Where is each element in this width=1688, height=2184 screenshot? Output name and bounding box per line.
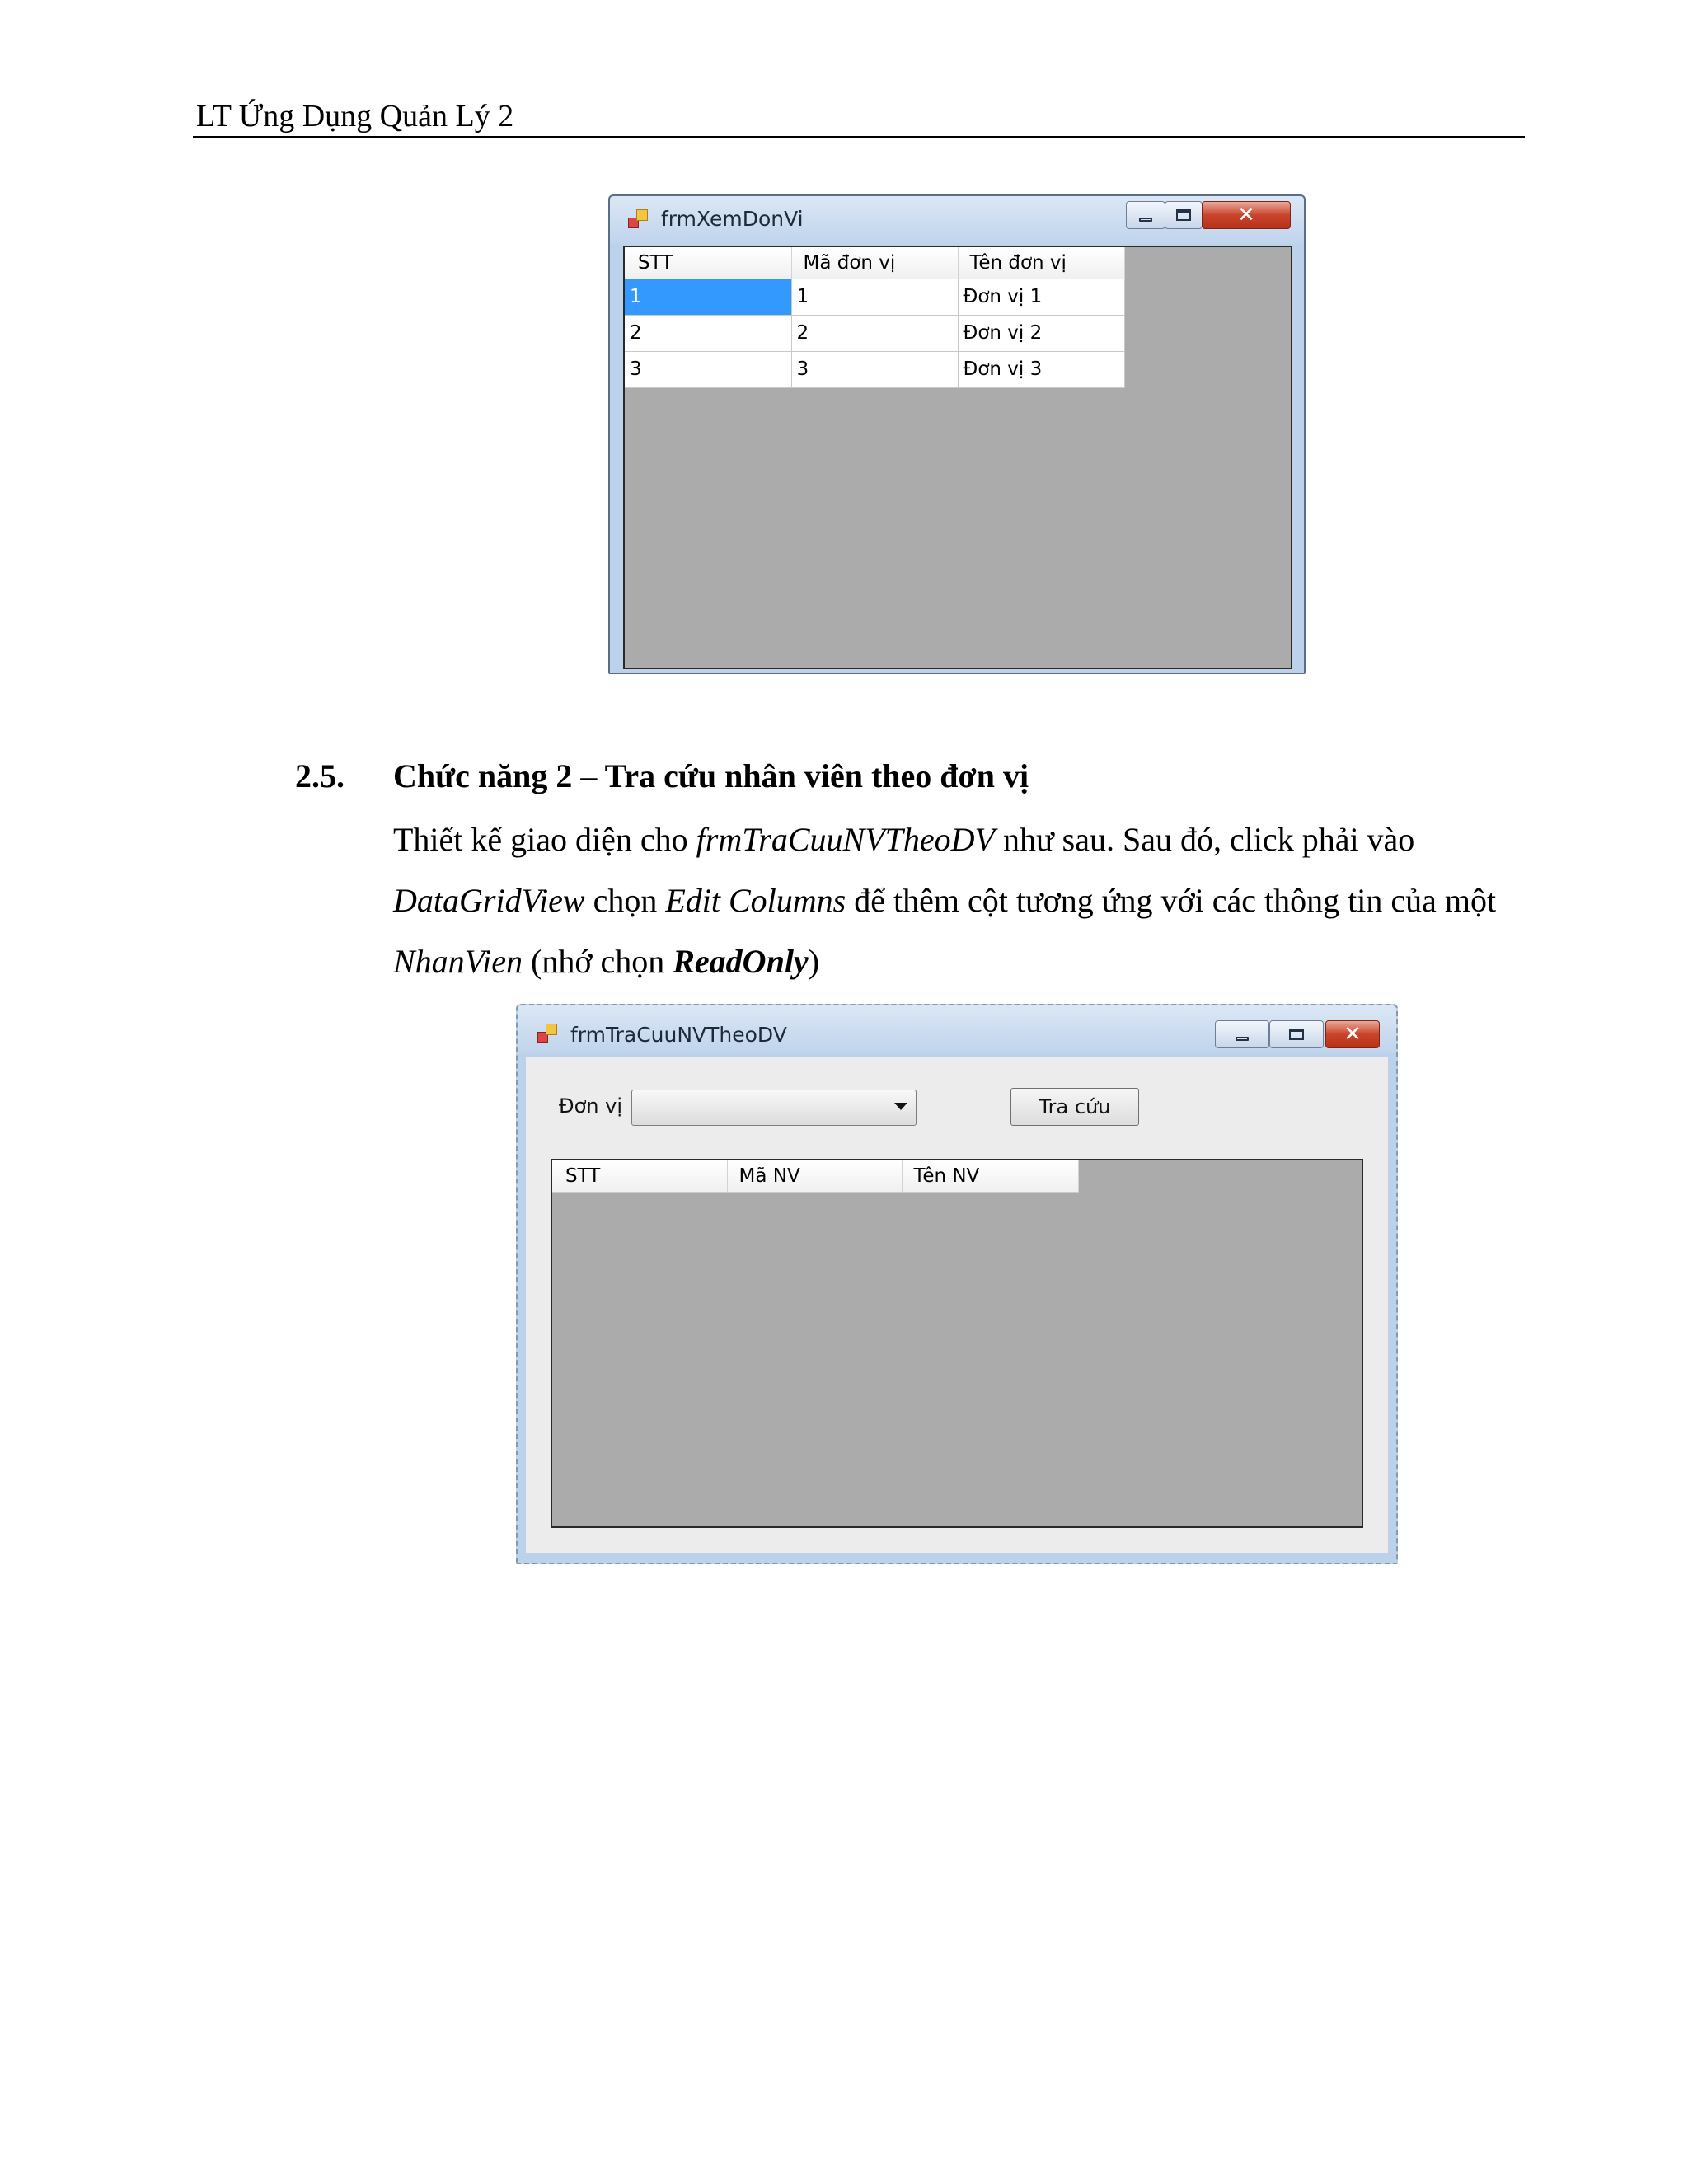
column-header[interactable]: STT bbox=[552, 1160, 727, 1192]
grid-cell[interactable]: 1 bbox=[791, 279, 958, 315]
data-grid-view[interactable] bbox=[623, 246, 1292, 669]
form-name: frmTraCuuNVTheoDV bbox=[696, 821, 995, 858]
text-run: ) bbox=[808, 943, 820, 980]
don-vi-label: Đơn vị bbox=[559, 1094, 622, 1118]
text-run: để thêm cột tương ứng với các thông tin của một bbox=[846, 882, 1497, 919]
menu-name: Edit Columns bbox=[665, 882, 846, 919]
maximize-button[interactable] bbox=[1165, 201, 1203, 229]
column-header[interactable]: Mã NV bbox=[727, 1160, 902, 1192]
table-row[interactable] bbox=[625, 279, 1124, 315]
app-icon bbox=[628, 209, 648, 229]
window-title: frmXemDonVi bbox=[661, 207, 804, 231]
close-button[interactable] bbox=[1202, 201, 1291, 229]
text-run: chọn bbox=[584, 882, 666, 919]
header-rule bbox=[193, 136, 1525, 138]
tra-cuu-button[interactable]: Tra cứu bbox=[1010, 1088, 1139, 1126]
column-header[interactable]: STT bbox=[625, 247, 791, 279]
section-paragraph bbox=[393, 809, 1531, 992]
control-name: DataGridView bbox=[393, 882, 585, 919]
grid-cell[interactable]: 1 bbox=[625, 279, 791, 315]
window-titlebar[interactable] bbox=[610, 196, 1304, 244]
grid-cell[interactable]: 3 bbox=[625, 351, 791, 387]
window-title: frmTraCuuNVTheoDV bbox=[570, 1023, 787, 1047]
window-frm-xem-don-vi bbox=[608, 194, 1306, 674]
window-titlebar[interactable] bbox=[518, 1005, 1396, 1053]
grid-header-row bbox=[625, 247, 1124, 279]
grid-table bbox=[625, 247, 1125, 388]
don-vi-combobox[interactable] bbox=[631, 1090, 917, 1126]
table-row[interactable] bbox=[625, 351, 1124, 387]
close-button[interactable] bbox=[1325, 1020, 1380, 1048]
chevron-down-icon[interactable] bbox=[894, 1103, 907, 1110]
column-header[interactable]: Tên đơn vị bbox=[958, 247, 1124, 279]
maximize-icon bbox=[1176, 209, 1191, 221]
text-run: Thiết kế giao diện cho bbox=[393, 821, 696, 858]
property-name: ReadOnly bbox=[673, 943, 809, 980]
close-icon: ✕ bbox=[1343, 1022, 1362, 1047]
section-title: Chức năng 2 – Tra cứu nhân viên theo đơn vị bbox=[393, 757, 1029, 794]
grid-table bbox=[552, 1160, 1079, 1193]
grid-cell[interactable]: Đơn vị 3 bbox=[958, 351, 1124, 387]
grid-cell[interactable]: Đơn vị 1 bbox=[958, 279, 1124, 315]
grid-header-row bbox=[552, 1160, 1078, 1192]
column-header[interactable]: Mã đơn vị bbox=[791, 247, 958, 279]
grid-cell[interactable]: 2 bbox=[625, 315, 791, 351]
class-name: NhanVien bbox=[393, 943, 523, 980]
text-run: (nhớ chọn bbox=[523, 943, 673, 980]
grid-cell[interactable]: 3 bbox=[791, 351, 958, 387]
section-number: 2.5. bbox=[295, 757, 345, 794]
column-header[interactable]: Tên NV bbox=[902, 1160, 1078, 1192]
close-icon: ✕ bbox=[1237, 203, 1255, 227]
page-header: LT Ứng Dụng Quản Lý 2 bbox=[196, 99, 514, 134]
minimize-button[interactable] bbox=[1126, 201, 1165, 229]
app-icon bbox=[537, 1024, 557, 1043]
data-grid-view[interactable] bbox=[551, 1159, 1363, 1528]
table-row[interactable] bbox=[625, 315, 1124, 351]
minimize-button[interactable] bbox=[1215, 1020, 1269, 1048]
maximize-icon bbox=[1289, 1029, 1304, 1040]
maximize-button[interactable] bbox=[1269, 1020, 1324, 1048]
grid-cell[interactable]: 2 bbox=[791, 315, 958, 351]
grid-cell[interactable]: Đơn vị 2 bbox=[958, 315, 1124, 351]
form-client-area bbox=[526, 1057, 1388, 1553]
window-frm-tra-cuu-nv bbox=[516, 1004, 1398, 1564]
minimize-icon bbox=[1236, 1037, 1249, 1041]
minimize-icon bbox=[1139, 218, 1152, 222]
text-run: như sau. Sau đó, click phải vào bbox=[994, 821, 1415, 858]
